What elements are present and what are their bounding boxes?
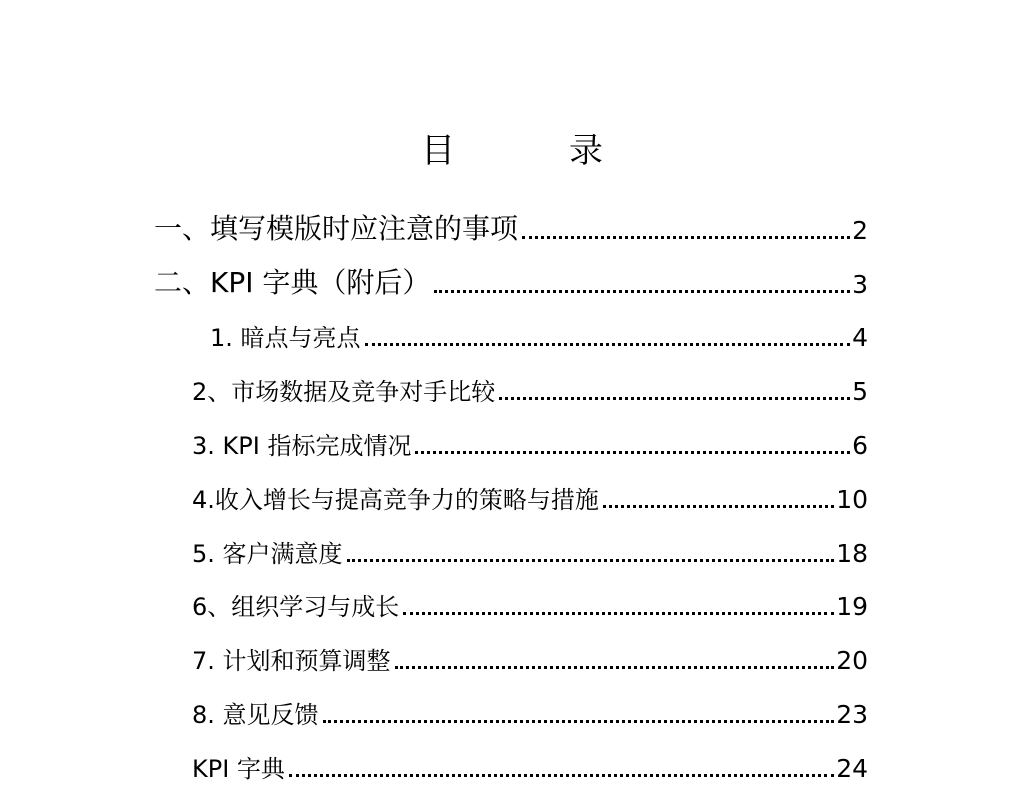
toc-entry-learning-growth[interactable] <box>0 580 1024 634</box>
toc-page-number: 23 <box>836 699 868 729</box>
toc-entry-kpi-dictionary[interactable] <box>0 741 1024 795</box>
dot-leader <box>415 451 850 454</box>
toc-entry-label: 6、组织学习与成长 <box>192 593 400 622</box>
toc-entry-feedback[interactable] <box>0 687 1024 741</box>
toc-page-number: 10 <box>836 484 868 514</box>
dot-leader <box>347 559 835 562</box>
toc-page-number: 5 <box>852 377 868 407</box>
toc-page-number: 24 <box>836 753 868 783</box>
toc-page-number: 3 <box>852 269 868 299</box>
dot-leader <box>434 290 850 293</box>
dot-leader <box>323 720 835 723</box>
toc-entry-revenue-growth[interactable] <box>0 472 1024 526</box>
toc-entry-kpi-dictionary-appendix[interactable] <box>0 257 1024 311</box>
toc-page-number: 18 <box>836 538 868 568</box>
toc-entry-label: 一、填写模版时应注意的事项 <box>154 211 519 245</box>
toc-list <box>0 203 1024 795</box>
toc-entry-label: 2、市场数据及竞争对手比较 <box>192 378 496 407</box>
toc-entry-label: 1. 暗点与亮点 <box>210 324 361 353</box>
toc-title: 目 录 <box>421 131 643 171</box>
toc-entry-label: 7. 计划和预算调整 <box>192 647 391 676</box>
toc-page-number: 4 <box>852 323 868 353</box>
toc-entry-notes[interactable] <box>0 203 1024 257</box>
toc-entry-highlights[interactable] <box>0 311 1024 365</box>
toc-entry-budget-adjustment[interactable] <box>0 633 1024 687</box>
dot-leader <box>403 612 834 615</box>
dot-leader <box>395 666 835 669</box>
dot-leader <box>522 236 850 239</box>
toc-page-number: 19 <box>836 592 868 622</box>
toc-page-number: 20 <box>836 646 868 676</box>
dot-leader <box>603 505 834 508</box>
toc-entry-customer-satisfaction[interactable] <box>0 526 1024 580</box>
toc-entry-label: 8. 意见反馈 <box>192 700 319 729</box>
toc-page-number: 2 <box>852 215 868 245</box>
toc-entry-label: 3. KPI 指标完成情况 <box>192 431 412 460</box>
toc-entry-label: 4.收入增长与提高竞争力的策略与措施 <box>192 485 599 514</box>
dot-leader <box>289 774 834 777</box>
dot-leader <box>499 397 850 400</box>
toc-entry-label: 5. 客户满意度 <box>192 539 343 568</box>
dot-leader <box>365 343 851 346</box>
toc-entry-label: KPI 字典 <box>192 754 285 783</box>
toc-page-number: 6 <box>852 430 868 460</box>
toc-entry-label: 二、KPI 字典（附后） <box>154 265 431 299</box>
toc-entry-kpi-completion[interactable] <box>0 418 1024 472</box>
toc-entry-market-data[interactable] <box>0 364 1024 418</box>
